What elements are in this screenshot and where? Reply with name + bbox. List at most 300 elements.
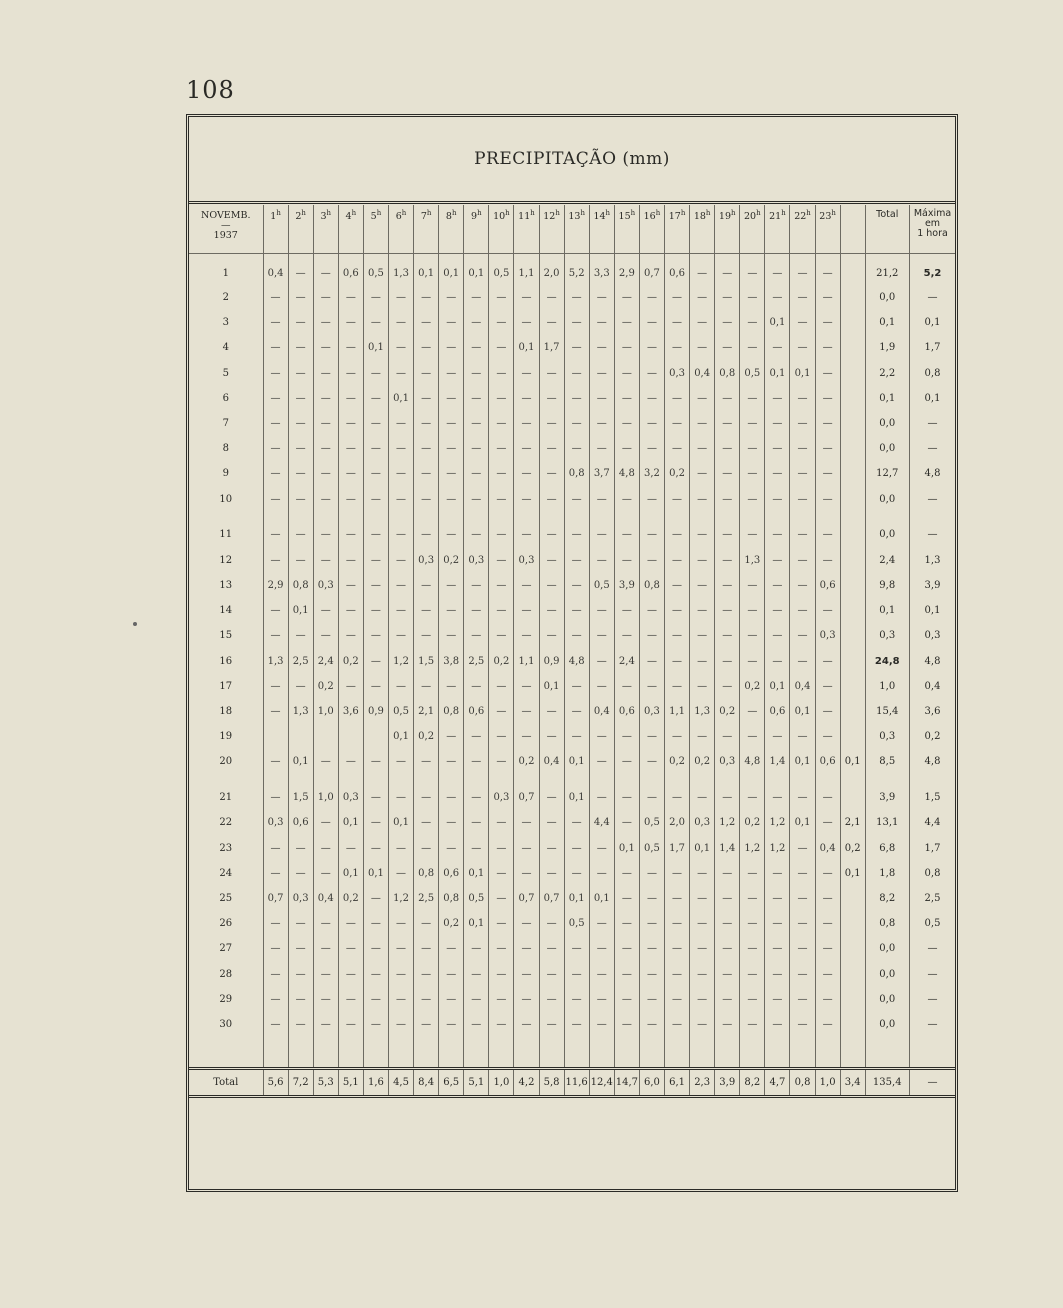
hour-value: — [564,623,589,648]
hour-value: — [614,749,639,774]
hour-value: — [313,436,338,461]
totals-label: Total [189,1069,263,1097]
hour-value: 0,6 [288,810,313,835]
day-row [189,699,955,724]
hour-value: — [464,361,489,386]
hour-suffix: h [276,209,281,217]
hour-number: 23 [819,211,832,223]
hour-value: 0,8 [439,886,464,911]
hour-value: 0,4 [263,254,288,286]
hour-value: — [514,310,539,335]
hour-value: 0,1 [514,335,539,360]
hour-value: — [539,623,564,648]
day-row [189,674,955,699]
hour-header [790,205,815,254]
day-number: 4 [222,342,229,354]
hour-value: 1,2 [715,810,740,835]
hour-value: — [338,1012,363,1037]
hour-value: 1,4 [765,749,790,774]
hour-value: 3,6 [338,699,363,724]
hour-number: 8 [445,211,452,223]
hour-value: 0,7 [539,886,564,911]
hour-value: 2,0 [539,254,564,286]
hour-total: 5,1 [338,1069,363,1097]
hour-value: — [740,861,765,886]
hour-value: — [790,648,815,673]
hour-value: 0,5 [740,361,765,386]
hour-value: — [639,436,664,461]
day-total: 0,0 [865,512,909,548]
hour-value: — [288,936,313,961]
hour-value: 1,2 [740,836,765,861]
hour-value: — [464,774,489,810]
hour-value: — [614,335,639,360]
hour-value: 5,2 [564,254,589,286]
hour-header [740,205,765,254]
day-max: — [909,436,955,461]
hour-value: 0,1 [765,361,790,386]
extra-hour-total: 3,4 [840,1069,865,1097]
hour-value: — [790,310,815,335]
hour-value: — [514,487,539,512]
hour-value: — [489,699,514,724]
hour-value: — [288,911,313,936]
hour-value: — [564,335,589,360]
hour-number: 18 [693,211,706,223]
hour-suffix: h [376,209,382,217]
hour-value: — [338,411,363,436]
hour-value: — [564,724,589,749]
day-row [189,548,955,573]
hour-value: — [639,749,664,774]
hour-value: — [288,962,313,987]
hour-header [338,205,363,254]
hour-value: — [263,836,288,861]
spacer-cell [464,1037,489,1069]
hour-value: — [288,436,313,461]
day-row [189,749,955,774]
max-label-line2: em [924,218,941,229]
hour-value: — [665,335,690,360]
hour-value: 0,1 [564,774,589,810]
hour-total: 6,0 [639,1069,664,1097]
day-max: 0,1 [909,310,955,335]
day-row [189,285,955,310]
day-max: 0,2 [909,724,955,749]
spacer-cell [363,1037,388,1069]
hour-value: — [489,623,514,648]
hour-value: — [514,573,539,598]
hour-value: 4,4 [589,810,614,835]
hour-value: — [489,411,514,436]
hour-value: — [338,487,363,512]
hour-value: — [715,461,740,486]
hour-total: 1,0 [489,1069,514,1097]
hour-value: — [690,962,715,987]
hour-value: — [263,598,288,623]
hour-value: 0,1 [790,810,815,835]
hour-value: — [363,310,388,335]
hour-value: — [765,573,790,598]
hour-value: — [614,987,639,1012]
day-total: 0,0 [865,487,909,512]
hour-value: — [740,987,765,1012]
hour-value: 3,2 [639,461,664,486]
hour-value: — [288,335,313,360]
hour-value: — [715,335,740,360]
hour-value: — [338,987,363,1012]
hour-value: — [464,724,489,749]
hour-value: — [690,648,715,673]
hour-value: — [690,285,715,310]
hour-value: — [765,548,790,573]
hour-value: 0,8 [439,699,464,724]
hour-header [589,205,614,254]
spacer-cell [489,1037,514,1069]
hour-suffix: h [451,209,457,217]
hour-value: 0,2 [665,749,690,774]
hour-value: — [464,487,489,512]
hour-value: — [464,623,489,648]
day-row [189,810,955,835]
hour-value: — [388,310,413,335]
hour-value: — [363,749,388,774]
hour-value: — [815,1012,840,1037]
day-number: 8 [222,443,229,455]
hour-value: — [388,749,413,774]
hour-value: — [263,911,288,936]
hour-value: — [388,836,413,861]
hour-header [690,205,715,254]
hour-value: — [338,436,363,461]
hour-value: — [665,674,690,699]
hour-value: — [765,987,790,1012]
hour-value: — [790,512,815,548]
hour-value: — [614,310,639,335]
hour-value: — [589,836,614,861]
hour-value: — [815,648,840,673]
hour-value: — [489,987,514,1012]
hour-value: — [514,623,539,648]
hour-value: — [690,598,715,623]
hour-value: — [288,487,313,512]
hour-suffix: h [781,209,786,217]
hour-value: — [338,936,363,961]
spacer-cell [514,1037,539,1069]
hour-value: — [665,911,690,936]
hour-value: — [313,361,338,386]
title-divider [189,201,955,204]
hour-value: — [489,361,514,386]
hour-value: — [614,361,639,386]
hour-suffix: h [401,209,407,217]
hour-value: — [665,411,690,436]
data-table-frame [186,114,958,1192]
hour-value: 2,5 [414,886,439,911]
hour-value: — [539,487,564,512]
day-number: 27 [219,943,233,955]
hour-value: — [715,512,740,548]
hour-value: — [790,1012,815,1037]
hour-value: — [690,335,715,360]
hour-value: — [815,548,840,573]
hour-value: — [539,836,564,861]
hour-value: — [815,724,840,749]
hour-value: — [313,911,338,936]
hour-value: 2,4 [614,648,639,673]
extra-hour-value [840,512,865,548]
day-total: 21,2 [865,254,909,286]
day-max: 1,3 [909,548,955,573]
hour-value: — [589,548,614,573]
hour-value: — [414,461,439,486]
extra-hour-value [840,962,865,987]
hour-value: — [288,836,313,861]
hour-value: — [740,648,765,673]
hour-value: — [614,598,639,623]
extra-hour-value: 0,1 [840,861,865,886]
hour-value: — [464,310,489,335]
hour-value: — [539,774,564,810]
day-total: 15,4 [865,699,909,724]
hour-value: — [288,987,313,1012]
hour-value: — [715,936,740,961]
day-row [189,987,955,1012]
hour-value: 0,3 [263,810,288,835]
month-label: NOVEMB. [201,210,251,221]
hour-suffix: h [806,209,811,217]
hour-value: — [614,436,639,461]
hour-value: — [665,987,690,1012]
hour-value: — [363,285,388,310]
day-row [189,936,955,961]
hour-value: — [564,810,589,835]
hour-value: — [439,411,464,436]
day-number: 23 [219,842,233,854]
hour-value: — [338,962,363,987]
hour-value: — [614,936,639,961]
hour-value: — [815,598,840,623]
hour-value: 0,2 [690,749,715,774]
hour-value: — [690,386,715,411]
day-row [189,861,955,886]
hour-value: — [765,774,790,810]
day-total: 0,1 [865,386,909,411]
hour-value: — [489,512,514,548]
hour-value: — [414,598,439,623]
hour-value: — [589,987,614,1012]
hour-value: — [489,962,514,987]
hour-value: — [765,1012,790,1037]
hour-value: — [815,987,840,1012]
hour-value: — [589,411,614,436]
day-max: 1,5 [909,774,955,810]
hour-value: — [514,386,539,411]
hour-value: — [790,836,815,861]
hour-value: — [539,548,564,573]
extra-hour-value [840,310,865,335]
hour-value: — [489,285,514,310]
hour-value: — [589,749,614,774]
hour-header [363,205,388,254]
hour-value: — [414,774,439,810]
hour-value: — [589,674,614,699]
hour-value: — [665,648,690,673]
hour-total: 5,1 [464,1069,489,1097]
extra-hour-value [840,285,865,310]
day-max: — [909,936,955,961]
hour-value: — [263,861,288,886]
hour-value: — [589,774,614,810]
hour-value: — [589,386,614,411]
extra-hour-value [840,436,865,461]
hour-value: — [263,386,288,411]
hour-value: — [288,548,313,573]
hour-value: — [338,836,363,861]
hour-value: — [338,285,363,310]
day-total: 3,9 [865,774,909,810]
day-number: 15 [219,630,233,642]
hour-value: — [539,1012,564,1037]
hour-value: — [464,436,489,461]
day-total: 0,0 [865,411,909,436]
hour-total: 4,7 [765,1069,790,1097]
hour-value: 2,4 [313,648,338,673]
hour-value: 0,1 [589,886,614,911]
hour-value: — [313,461,338,486]
hour-value: — [338,310,363,335]
hour-value: 0,1 [765,674,790,699]
hour-value: — [589,436,614,461]
hour-value: — [815,962,840,987]
hour-total: 11,6 [564,1069,589,1097]
hour-value: — [564,962,589,987]
hour-value: — [414,335,439,360]
hour-value: — [564,861,589,886]
day-max: 0,8 [909,361,955,386]
spacer-cell [439,1037,464,1069]
hour-value: — [263,987,288,1012]
extra-hour-value [840,674,865,699]
hour-value: — [815,285,840,310]
hour-value: — [338,548,363,573]
hour-value: — [564,386,589,411]
hour-value: — [614,861,639,886]
hour-value: — [263,411,288,436]
hour-value: 3,8 [439,648,464,673]
hour-value: — [439,774,464,810]
hour-value: — [639,512,664,548]
hour-value: — [414,749,439,774]
hour-value: — [690,861,715,886]
hour-value: — [665,386,690,411]
hour-value: — [439,836,464,861]
hour-value: 0,1 [790,361,815,386]
day-max: — [909,411,955,436]
hour-value: — [740,886,765,911]
day-number: 24 [219,867,233,879]
hour-value: — [388,987,413,1012]
hour-value: — [414,987,439,1012]
hour-value: 0,1 [338,861,363,886]
hour-value: — [414,285,439,310]
hour-value: — [589,648,614,673]
hour-value: — [614,674,639,699]
month-year-separator: — [221,220,231,231]
hour-value: 0,1 [464,254,489,286]
hour-value: — [414,487,439,512]
hour-value: — [539,810,564,835]
hour-value: — [564,487,589,512]
hour-value: — [539,598,564,623]
hour-value: — [715,598,740,623]
hour-value: — [665,886,690,911]
hour-value: 0,1 [790,699,815,724]
extra-hour-value [840,487,865,512]
table-title: PRECIPITAÇÃO (mm) [474,149,670,169]
hour-value: 0,9 [363,699,388,724]
hour-suffix: h [756,209,761,217]
hour-value: — [464,1012,489,1037]
hour-value: — [790,254,815,286]
spacer-cell [815,1037,840,1069]
hour-total: 0,8 [790,1069,815,1097]
hour-value: — [740,1012,765,1037]
hour-value: — [790,886,815,911]
hour-value: — [614,962,639,987]
extra-hour-value [840,724,865,749]
hour-value: 0,4 [815,836,840,861]
day-row [189,436,955,461]
hour-value: 0,3 [715,749,740,774]
hour-value: — [539,411,564,436]
hour-value: — [690,411,715,436]
hour-value: — [288,623,313,648]
hour-value: 1,0 [313,774,338,810]
hour-value: 0,2 [313,674,338,699]
hour-value: — [765,724,790,749]
hour-value: — [589,335,614,360]
hour-value: — [388,598,413,623]
hour-value: — [790,548,815,573]
hour-value: — [790,598,815,623]
hour-value: — [514,836,539,861]
hour-value: — [639,674,664,699]
hour-value: — [815,936,840,961]
hour-value: 0,1 [288,598,313,623]
hour-header [414,205,439,254]
hour-value: — [589,911,614,936]
day-max: 0,3 [909,623,955,648]
day-max: 2,5 [909,886,955,911]
hour-value: — [363,886,388,911]
hour-value: — [439,361,464,386]
extra-hour-value [840,886,865,911]
hour-value: 2,9 [614,254,639,286]
hour-value: — [288,361,313,386]
hour-header [815,205,840,254]
hour-value: — [313,386,338,411]
hour-value: — [489,573,514,598]
hour-value: — [564,436,589,461]
hour-value: — [765,386,790,411]
hour-value: — [313,310,338,335]
hour-value: — [489,386,514,411]
hour-value: — [690,987,715,1012]
hour-value: — [665,573,690,598]
hour-value: — [589,623,614,648]
hour-value: — [740,623,765,648]
